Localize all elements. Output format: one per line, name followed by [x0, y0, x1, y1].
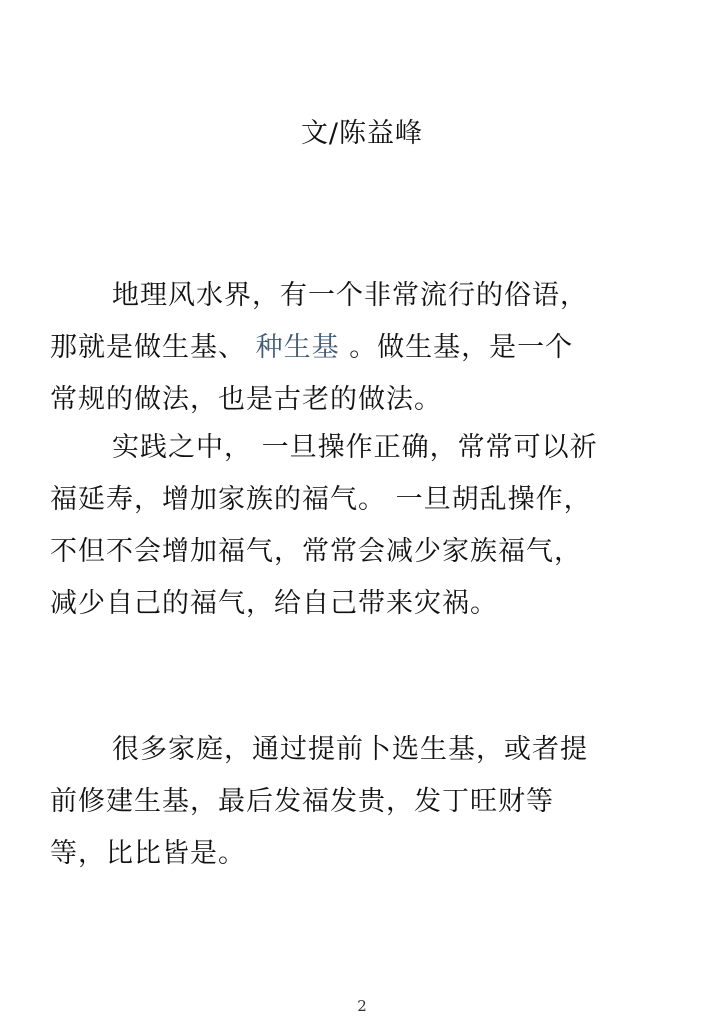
paragraph-2-line-3: 不但不会增加福气，常常会减少家族福气， [50, 536, 582, 567]
page-number: 2 [357, 997, 367, 1015]
author-line: 文/陈益峰 [300, 118, 424, 149]
paragraph-3 [50, 724, 674, 880]
term-link-zhong-sheng-ji[interactable]: 种生基 [255, 332, 340, 363]
paragraph-2-line-1: 实践之中， 一旦操作正确，常常可以祈 [112, 432, 598, 463]
paragraph-3-line-1: 很多家庭，通过提前卜选生基，或者提 [112, 734, 588, 765]
paragraph-1-line-3: 常规的做法，也是古老的做法。 [50, 384, 442, 415]
paragraph-1-line-1: 地理风水界，有一个非常流行的俗语， [112, 280, 588, 311]
paragraph-3-line-3: 等，比比皆是。 [50, 838, 246, 869]
paragraph-2 [50, 422, 674, 630]
paragraph-3-line-2: 前修建生基，最后发福发贵，发丁旺财等 [50, 786, 554, 817]
paragraph-1-line-2-rest: 。做生基，是一个 [349, 332, 574, 363]
paragraph-1 [50, 270, 674, 426]
paragraph-2-line-2: 福延寿，增加家族的福气。 一旦胡乱操作， [50, 484, 592, 515]
paragraph-1-line-2: 那就是做生基、 [50, 332, 246, 363]
paragraph-2-line-4: 减少自己的福气，给自己带来灾祸。 [50, 588, 498, 619]
